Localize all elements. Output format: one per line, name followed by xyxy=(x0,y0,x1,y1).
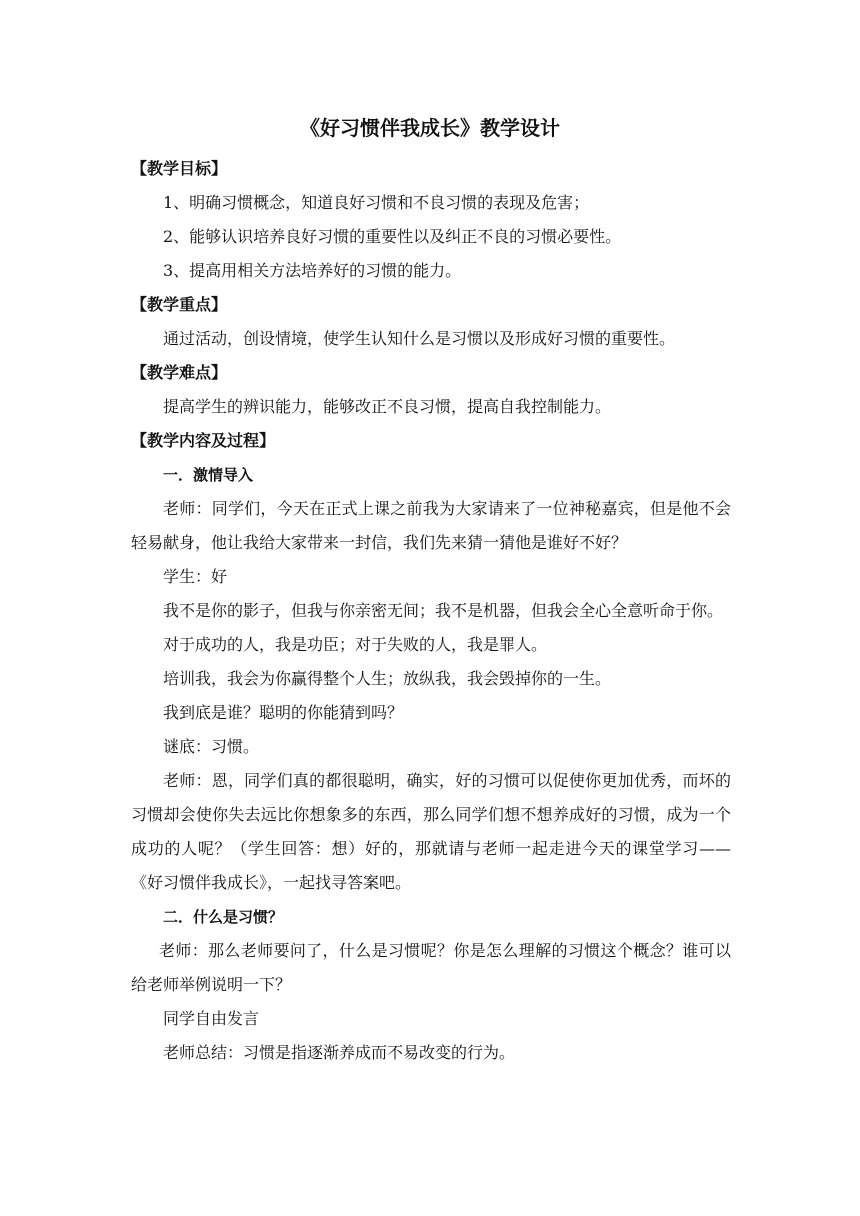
key-text: 通过活动，创设情境，使学生认知什么是习惯以及形成好习惯的重要性。 xyxy=(163,329,676,348)
goals-heading: 【教学目标】 xyxy=(131,159,228,178)
difficulty-text: 提高学生的辨识能力，能够改正不良习惯，提高自我控制能力。 xyxy=(163,397,612,416)
paragraph: 谜底：习惯。 xyxy=(163,737,260,756)
part2-heading: 二．什么是习惯？ xyxy=(163,908,284,926)
paragraph: 培训我，我会为你赢得整个人生；放纵我，我会毁掉你的一生。 xyxy=(163,669,612,688)
document-body xyxy=(131,152,731,1070)
difficulty-heading: 【教学难点】 xyxy=(131,363,228,382)
paragraph: 我到底是谁？聪明的你能猜到吗？ xyxy=(163,703,404,722)
goal-item: 2、能够认识培养良好习惯的重要性以及纠正不良的习惯必要性。 xyxy=(163,227,622,246)
paragraph: 我不是你的影子，但我与你亲密无间；我不是机器，但我会全心全意听命于你。 xyxy=(163,601,724,620)
document-title: 《好习惯伴我成长》教学设计 xyxy=(300,116,560,140)
paragraph: 老师总结：习惯是指逐渐养成而不易改变的行为。 xyxy=(163,1043,516,1062)
paragraph: 同学自由发言 xyxy=(163,1009,260,1028)
goal-item: 3、提高用相关方法培养好的习惯的能力。 xyxy=(163,261,462,280)
goal-item: 1、明确习惯概念，知道良好习惯和不良习惯的表现及危害； xyxy=(163,193,590,212)
part1-heading: 一．激情导入 xyxy=(163,466,254,484)
paragraph: 对于成功的人，我是功臣；对于失败的人，我是罪人。 xyxy=(163,635,548,654)
paragraph: 老师：同学们，今天在正式上课之前我为大家请来了一位神秘嘉宾，但是他不会轻易献身，他让我给大家带来一封信，我们先来猜一猜他是谁好不好？ xyxy=(131,499,731,552)
paragraph: 老师：恩，同学们真的都很聪明，确实，好的习惯可以促使你更加优秀，而坏的习惯却会使你失去远比你想象多的东西，那么同学们想不想养成好的习惯，成为一个成功的人呢？（学生回答：想）好的，那就请与老师一起走进今天的课堂学习——《好习惯伴我成长》，一起找寻答案吧。 xyxy=(131,771,731,892)
paragraph: 学生：好 xyxy=(163,567,228,586)
process-heading: 【教学内容及过程】 xyxy=(131,431,276,450)
paragraph: 老师：那么老师要问了，什么是习惯呢？你是怎么理解的习惯这个概念？谁可以给老师举例说明一下？ xyxy=(131,941,731,994)
key-heading: 【教学重点】 xyxy=(131,295,228,314)
